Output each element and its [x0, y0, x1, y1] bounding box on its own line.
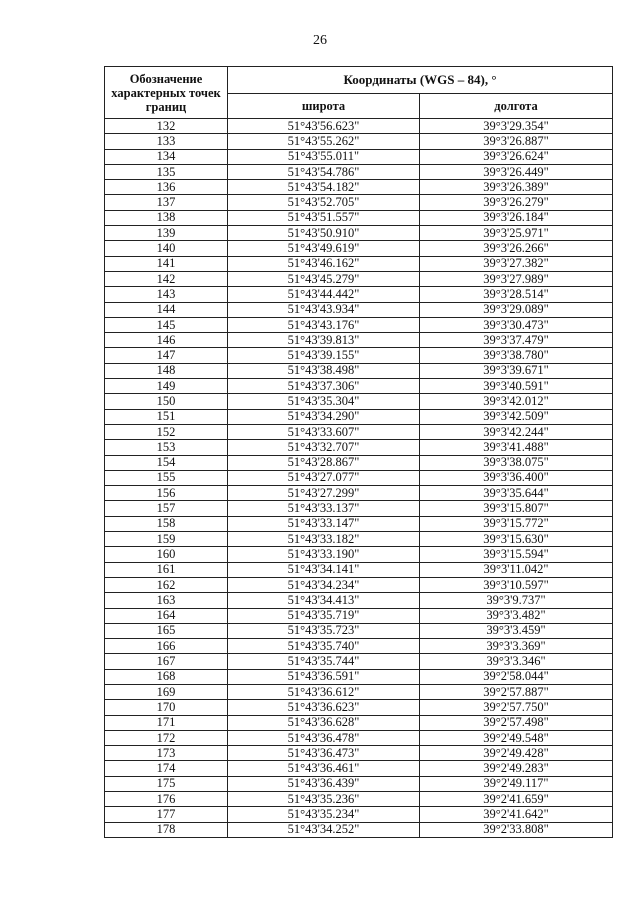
- latitude-cell: 51°43'55.011": [228, 149, 420, 164]
- table-row: [105, 761, 613, 776]
- longitude-cell: 39°3'3.459": [420, 623, 613, 638]
- longitude-cell: 39°3'26.266": [420, 241, 613, 256]
- latitude-cell: 51°43'36.612": [228, 684, 420, 699]
- longitude-cell: 39°3'11.042": [420, 562, 613, 577]
- point-id-cell: 170: [105, 700, 228, 715]
- point-id-cell: 154: [105, 455, 228, 470]
- table-row: [105, 119, 613, 134]
- table-row: [105, 654, 613, 669]
- longitude-cell: 39°2'49.548": [420, 730, 613, 745]
- longitude-cell: 39°2'57.887": [420, 684, 613, 699]
- table-row: [105, 256, 613, 271]
- longitude-cell: 39°2'57.498": [420, 715, 613, 730]
- longitude-cell: 39°3'26.449": [420, 164, 613, 179]
- longitude-cell: 39°3'37.479": [420, 333, 613, 348]
- table-row: [105, 532, 613, 547]
- point-id-cell: 135: [105, 164, 228, 179]
- point-id-cell: 177: [105, 807, 228, 822]
- longitude-cell: 39°3'26.184": [420, 210, 613, 225]
- point-id-cell: 151: [105, 409, 228, 424]
- longitude-cell: 39°3'36.400": [420, 470, 613, 485]
- latitude-cell: 51°43'36.591": [228, 669, 420, 684]
- table-row: [105, 715, 613, 730]
- latitude-cell: 51°43'43.176": [228, 317, 420, 332]
- longitude-cell: 39°3'29.089": [420, 302, 613, 317]
- latitude-cell: 51°43'45.279": [228, 271, 420, 286]
- point-id-cell: 141: [105, 256, 228, 271]
- longitude-cell: 39°3'26.887": [420, 134, 613, 149]
- latitude-cell: 51°43'35.740": [228, 639, 420, 654]
- table-row: [105, 409, 613, 424]
- longitude-cell: 39°3'30.473": [420, 317, 613, 332]
- point-id-cell: 173: [105, 746, 228, 761]
- point-id-cell: 153: [105, 440, 228, 455]
- point-id-cell: 167: [105, 654, 228, 669]
- table-row: [105, 730, 613, 745]
- table-row: [105, 486, 613, 501]
- table-row: [105, 562, 613, 577]
- latitude-cell: 51°43'44.442": [228, 287, 420, 302]
- longitude-cell: 39°3'10.597": [420, 577, 613, 592]
- longitude-cell: 39°3'9.737": [420, 593, 613, 608]
- header-latitude: широта: [228, 94, 420, 119]
- point-id-cell: 147: [105, 348, 228, 363]
- point-id-cell: 174: [105, 761, 228, 776]
- latitude-cell: 51°43'52.705": [228, 195, 420, 210]
- latitude-cell: 51°43'49.619": [228, 241, 420, 256]
- latitude-cell: 51°43'36.473": [228, 746, 420, 761]
- table-row: [105, 577, 613, 592]
- latitude-cell: 51°43'33.607": [228, 424, 420, 439]
- latitude-cell: 51°43'36.439": [228, 776, 420, 791]
- point-id-cell: 149: [105, 379, 228, 394]
- longitude-cell: 39°3'15.630": [420, 532, 613, 547]
- longitude-cell: 39°3'38.075": [420, 455, 613, 470]
- latitude-cell: 51°43'36.628": [228, 715, 420, 730]
- latitude-cell: 51°43'35.719": [228, 608, 420, 623]
- longitude-cell: 39°2'49.428": [420, 746, 613, 761]
- latitude-cell: 51°43'56.623": [228, 119, 420, 134]
- point-id-cell: 143: [105, 287, 228, 302]
- table-row: [105, 226, 613, 241]
- point-id-cell: 145: [105, 317, 228, 332]
- table-row: [105, 195, 613, 210]
- latitude-cell: 51°43'46.162": [228, 256, 420, 271]
- header-designation: Обозначение характерных точек границ: [105, 67, 228, 119]
- latitude-cell: 51°43'38.498": [228, 363, 420, 378]
- table-row: [105, 241, 613, 256]
- table-row: [105, 394, 613, 409]
- point-id-cell: 152: [105, 424, 228, 439]
- longitude-cell: 39°3'26.624": [420, 149, 613, 164]
- coordinates-table: [104, 66, 613, 838]
- latitude-cell: 51°43'39.155": [228, 348, 420, 363]
- table-row: [105, 210, 613, 225]
- longitude-cell: 39°3'40.591": [420, 379, 613, 394]
- point-id-cell: 142: [105, 271, 228, 286]
- latitude-cell: 51°43'33.137": [228, 501, 420, 516]
- point-id-cell: 162: [105, 577, 228, 592]
- longitude-cell: 39°3'38.780": [420, 348, 613, 363]
- table-row: [105, 608, 613, 623]
- longitude-cell: 39°3'15.772": [420, 516, 613, 531]
- latitude-cell: 51°43'54.182": [228, 180, 420, 195]
- point-id-cell: 139: [105, 226, 228, 241]
- latitude-cell: 51°43'39.813": [228, 333, 420, 348]
- longitude-cell: 39°3'27.382": [420, 256, 613, 271]
- longitude-cell: 39°3'26.389": [420, 180, 613, 195]
- latitude-cell: 51°43'43.934": [228, 302, 420, 317]
- latitude-cell: 51°43'35.304": [228, 394, 420, 409]
- longitude-cell: 39°2'49.117": [420, 776, 613, 791]
- table-row: [105, 547, 613, 562]
- table-row: [105, 363, 613, 378]
- table-row: [105, 424, 613, 439]
- latitude-cell: 51°43'27.077": [228, 470, 420, 485]
- table-row: [105, 440, 613, 455]
- table-row: [105, 684, 613, 699]
- point-id-cell: 159: [105, 532, 228, 547]
- latitude-cell: 51°43'34.252": [228, 822, 420, 837]
- longitude-cell: 39°3'39.671": [420, 363, 613, 378]
- longitude-cell: 39°3'25.971": [420, 226, 613, 241]
- table-header: [105, 67, 613, 119]
- latitude-cell: 51°43'34.290": [228, 409, 420, 424]
- longitude-cell: 39°3'35.644": [420, 486, 613, 501]
- latitude-cell: 51°43'34.141": [228, 562, 420, 577]
- latitude-cell: 51°43'36.461": [228, 761, 420, 776]
- latitude-cell: 51°43'54.786": [228, 164, 420, 179]
- longitude-cell: 39°2'58.044": [420, 669, 613, 684]
- header-coordinates: Координаты (WGS – 84), °: [228, 67, 613, 94]
- table-body: [105, 119, 613, 838]
- longitude-cell: 39°2'41.659": [420, 792, 613, 807]
- table-row: [105, 792, 613, 807]
- table-row: [105, 700, 613, 715]
- latitude-cell: 51°43'35.723": [228, 623, 420, 638]
- table-row: [105, 470, 613, 485]
- point-id-cell: 169: [105, 684, 228, 699]
- table-row: [105, 302, 613, 317]
- latitude-cell: 51°43'55.262": [228, 134, 420, 149]
- point-id-cell: 150: [105, 394, 228, 409]
- point-id-cell: 172: [105, 730, 228, 745]
- latitude-cell: 51°43'28.867": [228, 455, 420, 470]
- table-row: [105, 822, 613, 837]
- longitude-cell: 39°3'3.482": [420, 608, 613, 623]
- table-row: [105, 379, 613, 394]
- longitude-cell: 39°3'28.514": [420, 287, 613, 302]
- longitude-cell: 39°3'41.488": [420, 440, 613, 455]
- table-row: [105, 348, 613, 363]
- point-id-cell: 175: [105, 776, 228, 791]
- latitude-cell: 51°43'33.182": [228, 532, 420, 547]
- point-id-cell: 157: [105, 501, 228, 516]
- table-row: [105, 639, 613, 654]
- latitude-cell: 51°43'27.299": [228, 486, 420, 501]
- point-id-cell: 136: [105, 180, 228, 195]
- table-row: [105, 455, 613, 470]
- table-row: [105, 623, 613, 638]
- point-id-cell: 178: [105, 822, 228, 837]
- longitude-cell: 39°2'57.750": [420, 700, 613, 715]
- longitude-cell: 39°3'42.244": [420, 424, 613, 439]
- longitude-cell: 39°3'27.989": [420, 271, 613, 286]
- point-id-cell: 146: [105, 333, 228, 348]
- point-id-cell: 166: [105, 639, 228, 654]
- longitude-cell: 39°3'3.346": [420, 654, 613, 669]
- point-id-cell: 171: [105, 715, 228, 730]
- latitude-cell: 51°43'33.190": [228, 547, 420, 562]
- table-row: [105, 271, 613, 286]
- longitude-cell: 39°2'41.642": [420, 807, 613, 822]
- table-row: [105, 333, 613, 348]
- point-id-cell: 168: [105, 669, 228, 684]
- table-row: [105, 149, 613, 164]
- point-id-cell: 165: [105, 623, 228, 638]
- latitude-cell: 51°43'34.234": [228, 577, 420, 592]
- point-id-cell: 163: [105, 593, 228, 608]
- table-row: [105, 134, 613, 149]
- longitude-cell: 39°3'15.807": [420, 501, 613, 516]
- longitude-cell: 39°3'15.594": [420, 547, 613, 562]
- longitude-cell: 39°2'33.808": [420, 822, 613, 837]
- point-id-cell: 140: [105, 241, 228, 256]
- table-row: [105, 746, 613, 761]
- point-id-cell: 176: [105, 792, 228, 807]
- longitude-cell: 39°3'42.509": [420, 409, 613, 424]
- table-row: [105, 501, 613, 516]
- point-id-cell: 133: [105, 134, 228, 149]
- table-row: [105, 807, 613, 822]
- page-number: 26: [313, 33, 327, 48]
- latitude-cell: 51°43'51.557": [228, 210, 420, 225]
- longitude-cell: 39°3'29.354": [420, 119, 613, 134]
- header-longitude: долгота: [420, 94, 613, 119]
- point-id-cell: 134: [105, 149, 228, 164]
- point-id-cell: 161: [105, 562, 228, 577]
- table-row: [105, 669, 613, 684]
- table-row: [105, 317, 613, 332]
- latitude-cell: 51°43'50.910": [228, 226, 420, 241]
- latitude-cell: 51°43'37.306": [228, 379, 420, 394]
- point-id-cell: 138: [105, 210, 228, 225]
- latitude-cell: 51°43'36.623": [228, 700, 420, 715]
- longitude-cell: 39°3'42.012": [420, 394, 613, 409]
- latitude-cell: 51°43'36.478": [228, 730, 420, 745]
- longitude-cell: 39°2'49.283": [420, 761, 613, 776]
- table-row: [105, 180, 613, 195]
- latitude-cell: 51°43'34.413": [228, 593, 420, 608]
- table-row: [105, 287, 613, 302]
- longitude-cell: 39°3'3.369": [420, 639, 613, 654]
- longitude-cell: 39°3'26.279": [420, 195, 613, 210]
- point-id-cell: 156: [105, 486, 228, 501]
- point-id-cell: 137: [105, 195, 228, 210]
- latitude-cell: 51°43'35.234": [228, 807, 420, 822]
- point-id-cell: 148: [105, 363, 228, 378]
- latitude-cell: 51°43'35.236": [228, 792, 420, 807]
- point-id-cell: 155: [105, 470, 228, 485]
- table-row: [105, 164, 613, 179]
- point-id-cell: 132: [105, 119, 228, 134]
- table-row: [105, 593, 613, 608]
- table-row: [105, 776, 613, 791]
- latitude-cell: 51°43'35.744": [228, 654, 420, 669]
- latitude-cell: 51°43'32.707": [228, 440, 420, 455]
- latitude-cell: 51°43'33.147": [228, 516, 420, 531]
- point-id-cell: 160: [105, 547, 228, 562]
- point-id-cell: 158: [105, 516, 228, 531]
- point-id-cell: 164: [105, 608, 228, 623]
- table-row: [105, 516, 613, 531]
- point-id-cell: 144: [105, 302, 228, 317]
